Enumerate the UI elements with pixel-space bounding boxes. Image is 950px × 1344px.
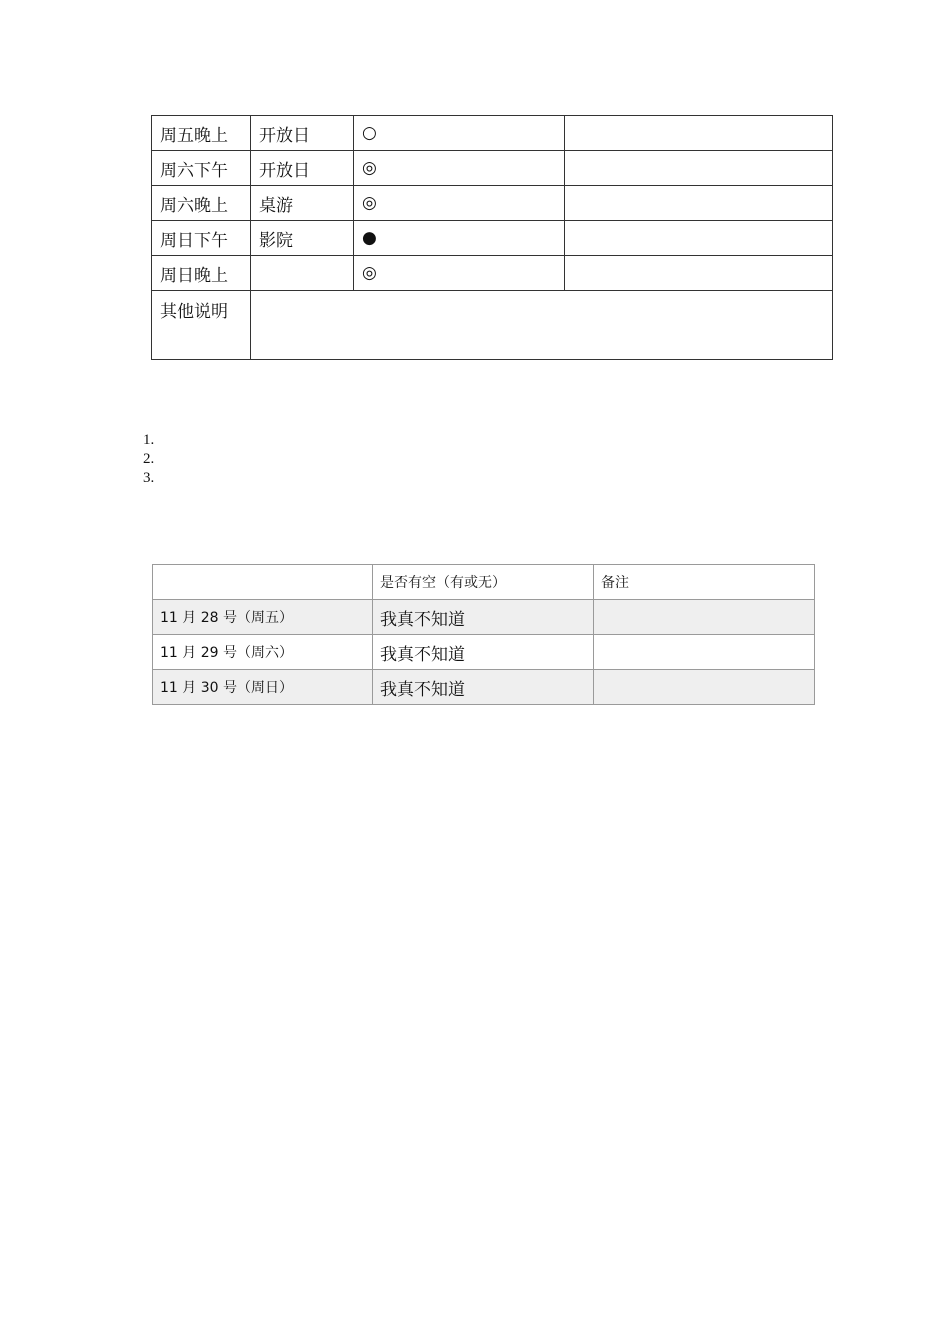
availability-mark-cell: ◎ xyxy=(354,256,565,291)
availability-answer-cell[interactable]: 我真不知道 xyxy=(373,635,594,670)
note-cell xyxy=(565,116,833,151)
column-header-date xyxy=(153,565,373,600)
table-row xyxy=(152,186,833,221)
availability-mark-cell: ◎ xyxy=(354,186,565,221)
column-header-availability: 是否有空（有或无） xyxy=(373,565,594,600)
remark-cell[interactable] xyxy=(594,635,815,670)
activity-cell: 影院 xyxy=(251,221,354,256)
other-notes-field[interactable] xyxy=(251,291,833,360)
note-cell xyxy=(565,256,833,291)
activity-cell: 开放日 xyxy=(251,151,354,186)
note-cell xyxy=(565,221,833,256)
table-row xyxy=(153,670,815,705)
list-item-marker: 1. xyxy=(143,432,155,448)
availability-table xyxy=(152,564,815,705)
time-slot-cell: 周六晚上 xyxy=(152,186,251,221)
note-cell xyxy=(565,186,833,221)
time-slot-cell: 周日下午 xyxy=(152,221,251,256)
table-row xyxy=(152,256,833,291)
time-slot-cell: 周六下午 xyxy=(152,151,251,186)
table-row xyxy=(152,291,833,360)
table-row xyxy=(153,600,815,635)
remark-cell[interactable] xyxy=(594,600,815,635)
availability-mark-cell: ○ xyxy=(354,116,565,151)
list-item-marker: 3. xyxy=(143,470,155,486)
list-item-marker: 2. xyxy=(143,451,155,467)
column-header-remark: 备注 xyxy=(594,565,815,600)
activity-cell xyxy=(251,256,354,291)
table-row xyxy=(152,151,833,186)
table-header-row xyxy=(153,565,815,600)
time-slot-cell: 周日晚上 xyxy=(152,256,251,291)
schedule-table xyxy=(151,115,833,360)
numbered-list xyxy=(143,431,154,488)
date-cell: 11 月 28 号（周五） xyxy=(153,600,373,635)
availability-mark-cell: ◎ xyxy=(354,151,565,186)
date-cell: 11 月 29 号（周六） xyxy=(153,635,373,670)
remark-cell[interactable] xyxy=(594,670,815,705)
time-slot-cell: 周五晚上 xyxy=(152,116,251,151)
activity-cell: 开放日 xyxy=(251,116,354,151)
note-cell xyxy=(565,151,833,186)
availability-answer-cell[interactable]: 我真不知道 xyxy=(373,600,594,635)
activity-cell: 桌游 xyxy=(251,186,354,221)
table-row xyxy=(152,221,833,256)
other-notes-label: 其他说明 xyxy=(152,291,251,360)
table-row xyxy=(152,116,833,151)
table-row xyxy=(153,635,815,670)
date-cell: 11 月 30 号（周日） xyxy=(153,670,373,705)
availability-answer-cell[interactable]: 我真不知道 xyxy=(373,670,594,705)
availability-mark-cell: ● xyxy=(354,221,565,256)
